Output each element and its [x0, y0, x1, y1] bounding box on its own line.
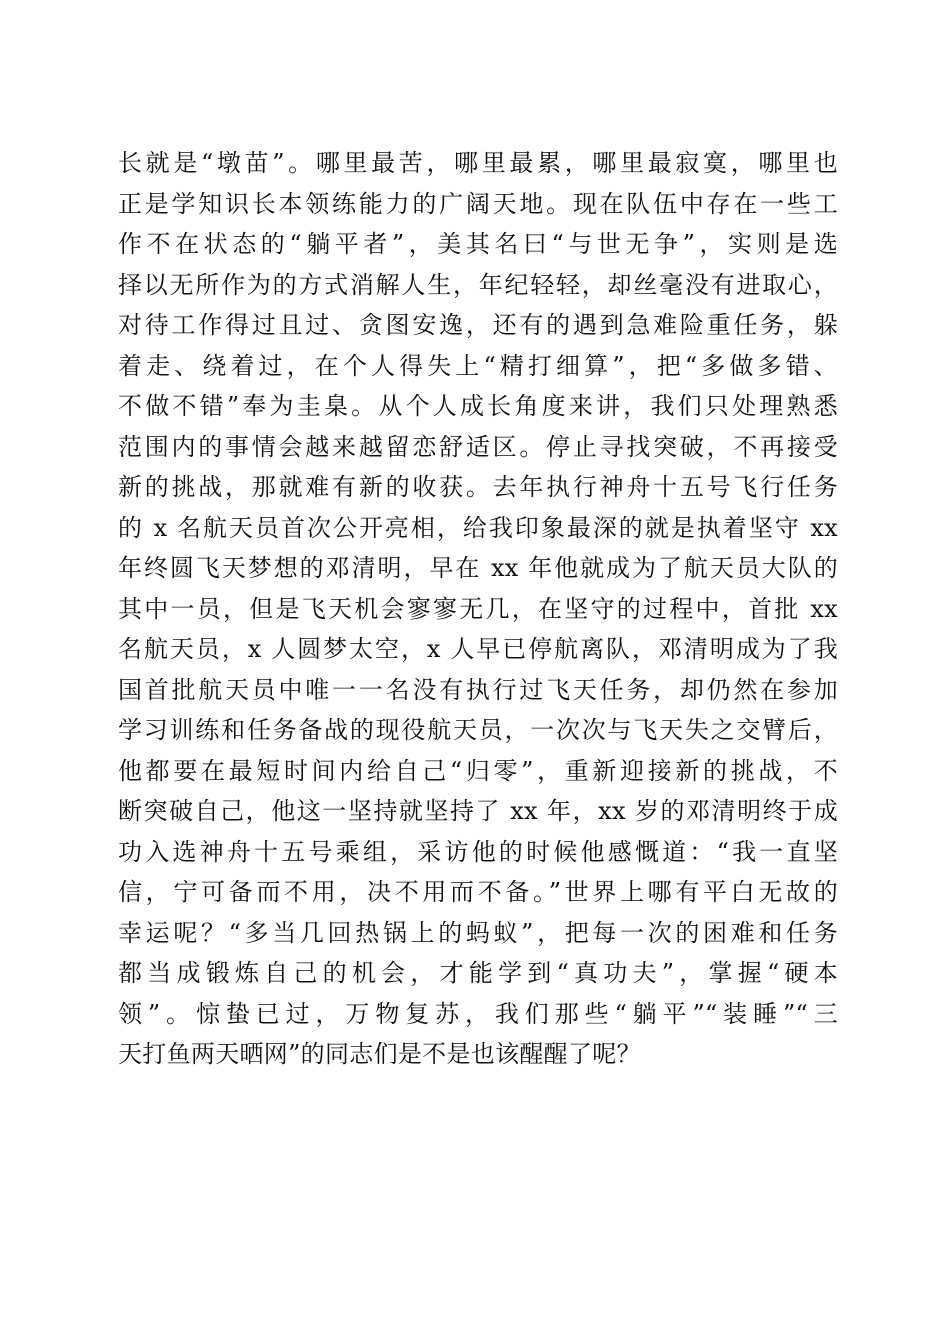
text-line: 着走、绕着过，在个人得失上“精打细算”，把“多做多错、 — [118, 351, 838, 380]
text-line: 天打鱼两天晒网”的同志们是不是也该醒醒了呢？ — [118, 1040, 641, 1068]
text-line: 国首批航天员中唯一一名没有执行过飞天任务，却仍然在参加 — [118, 675, 838, 704]
text-line: 断突破自己，他这一坚持就坚持了 xx 年，xx 岁的邓清明终于成 — [118, 797, 838, 825]
text-line: 新的挑战，那就难有新的收获。去年执行神舟十五号飞行任务 — [118, 473, 838, 501]
text-line: 对待工作得过且过、贪图安逸，还有的遇到急难险重任务，躲 — [118, 311, 838, 339]
text-line: 范围内的事情会越来越留恋舒适区。停止寻找突破，不再接受 — [118, 432, 838, 461]
text-line: 年终圆飞天梦想的邓清明，早在 xx 年他就成为了航天员大队的 — [118, 554, 838, 582]
text-line: 幸运呢？“多当几回热锅上的蚂蚁”，把每一次的困难和任务 — [118, 918, 838, 947]
text-line: 都当成锻炼自己的机会，才能学到“真功夫”，掌握“硬本 — [118, 959, 838, 987]
text-line: 领”。惊蛰已过，万物复苏，我们那些“躺平”“装睡”“三 — [118, 999, 838, 1028]
text-line: 不做不错”奉为圭臬。从个人成长角度来讲，我们只处理熟悉 — [118, 392, 838, 420]
body-paragraph — [118, 143, 838, 1075]
text-line: 择以无所作为的方式消解人生，年纪轻轻，却丝毫没有进取心， — [118, 270, 838, 299]
text-line: 他都要在最短时间内给自己“归零”，重新迎接新的挑战，不 — [118, 756, 838, 785]
text-line: 功入选神舟十五号乘组，采访他的时候他感慨道：“我一直坚 — [118, 837, 838, 866]
text-line: 信，宁可备而不用，决不用而不备。”世界上哪有平白无故的 — [118, 878, 838, 906]
text-line: 学习训练和任务备战的现役航天员，一次次与飞天失之交臂后， — [118, 716, 838, 744]
text-line: 长就是“墩苗”。哪里最苦，哪里最累，哪里最寂寞，哪里也 — [118, 149, 838, 177]
text-line: 其中一员，但是飞天机会寥寥无几，在坚守的过程中，首批 xx — [118, 594, 838, 623]
text-line: 正是学知识长本领练能力的广阔天地。现在队伍中存在一些工 — [118, 189, 838, 218]
text-line: 作不在状态的“躺平者”，美其名曰“与世无争”，实则是选 — [118, 230, 838, 258]
text-line: 的 x 名航天员首次公开亮相，给我印象最深的就是执着坚守 xx — [118, 513, 838, 542]
text-line: 名航天员，x 人圆梦太空，x 人早已停航离队，邓清明成为了我 — [118, 635, 838, 663]
